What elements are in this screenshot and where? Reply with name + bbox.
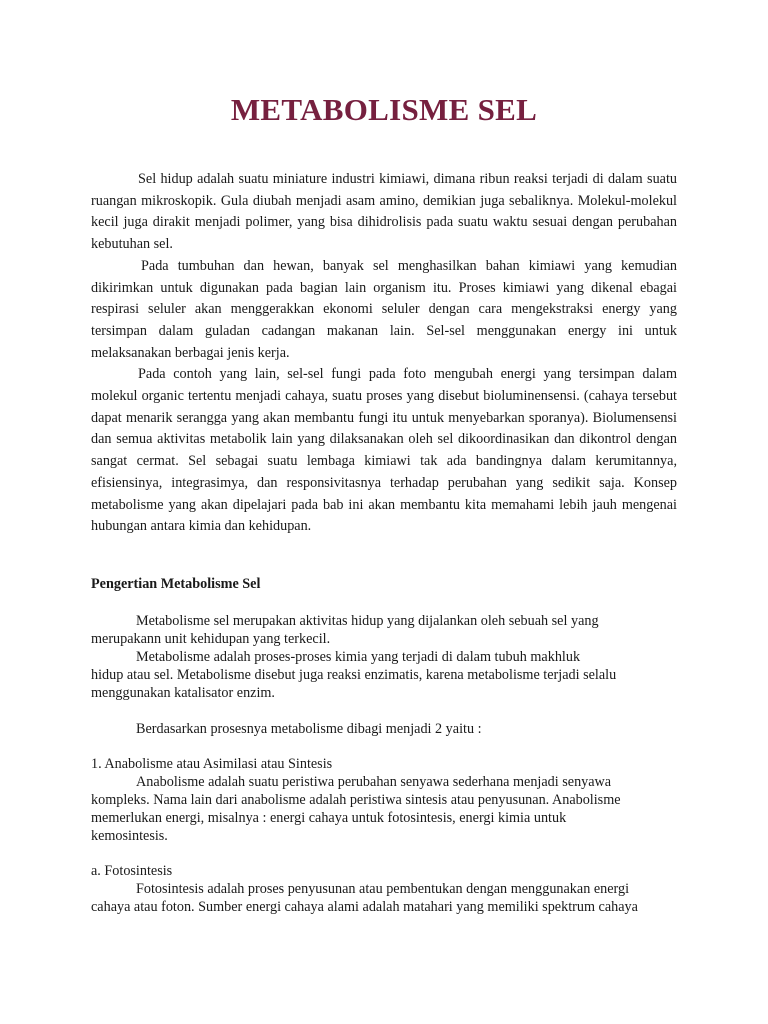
- section-heading: Pengertian Metabolisme Sel: [91, 576, 261, 592]
- definition-line: Metabolisme adalah proses-proses kimia yang terjadi di dalam tubuh makhluk: [136, 649, 581, 665]
- anabolism-line: kompleks. Nama lain dari anabolisme adalah peristiwa sintesis atau penyusunan. Anabolisme: [91, 792, 621, 808]
- anabolism-line: kemosintesis.: [91, 828, 168, 844]
- anabolism-section: [91, 755, 691, 845]
- document-title: METABOLISME SEL: [230, 92, 538, 127]
- intro-paragraph-3: Pada contoh yang lain, sel-sel fungi pada foto mengubah energi yang tersimpan dalam molekul organic tertentu menjadi cahaya, suatu proses yang disebut bioluminensensi. (cahaya tersebut dapat menarik serangga yang akan membantu fungi itu untuk menyebarkan sporanya). Biolumensensi dan semua aktivitas metabolik lain yang dilaksanakan oleh sel dikoordinasikan dan dikontrol dengan sangat cermat. Sel sebagai suatu lembaga kimiawi tak ada bandingnya dalam kerumitannya, efisiensinya, integrasimya, dan responsivitasnya terhadap perubahan yang sedikit saja. Konsep metabolisme yang akan dipelajari pada bab ini akan membantu kita memahami lebih jauh mengenai hubungan antara kimia dan kehidupan.: [91, 366, 677, 535]
- division-section: [91, 720, 691, 738]
- definition-line: Metabolisme sel merupakan aktivitas hidup yang dijalankan oleh sebuah sel yang: [136, 613, 599, 629]
- definition-section: [91, 612, 691, 702]
- definition-line: menggunakan katalisator enzim.: [91, 685, 275, 701]
- intro-section: [91, 169, 677, 538]
- anabolism-line: memerlukan energi, misalnya : energi cahaya untuk fotosintesis, energi kimia untuk: [91, 810, 567, 826]
- photosynthesis-section: [91, 862, 691, 916]
- definition-line: merupakann unit kehidupan yang terkecil.: [91, 631, 331, 647]
- photosynthesis-line: Fotosintesis adalah proses penyusunan atau pembentukan dengan menggunakan energi: [136, 881, 630, 897]
- photosynthesis-heading: a. Fotosintesis: [91, 863, 173, 879]
- definition-line: hidup atau sel. Metabolisme disebut juga reaksi enzimatis, karena metabolisme terjadi selalu: [91, 667, 617, 683]
- anabolism-heading: 1. Anabolisme atau Asimilasi atau Sintesis: [91, 756, 333, 772]
- intro-paragraph-1: Sel hidup adalah suatu miniature industri kimiawi, dimana ribun reaksi terjadi di dalam suatu ruangan mikroskopik. Gula diubah menjadi asam amino, demikian juga sebaliknya. Molekul-molekul kecil juga dirakit menjadi polimer, yang bisa dihidrolisis pada suatu waktu sesuai dengan perubahan kebutuhan sel.: [91, 171, 677, 253]
- intro-paragraph-2: Pada tumbuhan dan hewan, banyak sel menghasilkan bahan kimiawi yang kemudian dikirimkan untuk digunakan pada bagian lain organism itu. Proses kimiawi yang dikenal ebagai respirasi seluler akan menggerakkan ekonomi seluler dengan cara mengekstraksi energy yang tersimpan dalam guladan cadangan makanan lain. Sel-sel menggunakan energy ini untuk melaksanakan berbagai jenis kerja.: [91, 257, 677, 361]
- photosynthesis-line: cahaya atau foton. Sumber energi cahaya alami adalah matahari yang memiliki spektrum cahaya: [91, 899, 638, 915]
- division-line: Berdasarkan prosesnya metabolisme dibagi menjadi 2 yaitu :: [136, 721, 482, 737]
- anabolism-line: Anabolisme adalah suatu peristiwa perubahan senyawa sederhana menjadi senyawa: [136, 774, 612, 790]
